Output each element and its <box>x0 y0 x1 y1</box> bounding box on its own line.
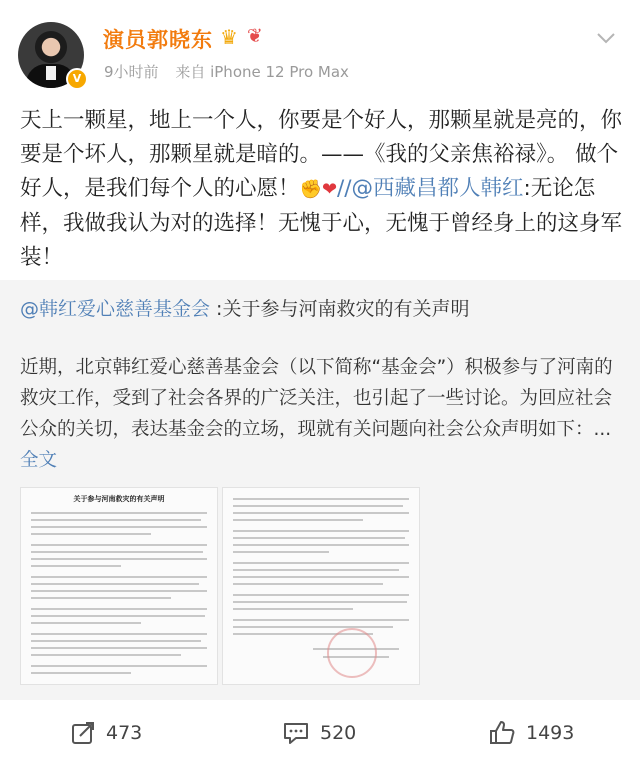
comment-button[interactable] <box>282 718 356 748</box>
statement-image-2[interactable] <box>222 487 420 685</box>
ribbon-icon: ❦ <box>247 25 263 47</box>
mention-hanhong[interactable]: @西藏昌都人韩红 <box>351 176 524 201</box>
fist-emoji-icon: ✊ <box>299 179 322 200</box>
post-text-part1: 天上一颗星，地上一个人，你要是个好人，那颗星就是亮的，你要是个坏人，那颗星就是暗的。——《我的父亲焦裕禄》。 做个好人，是我们每个人的心愿！ <box>20 108 623 201</box>
post-meta <box>104 61 361 82</box>
post-text <box>20 104 624 275</box>
like-count: 1493 <box>526 722 575 744</box>
avatar-shirt <box>46 66 56 80</box>
comment-icon <box>282 720 310 746</box>
like-button[interactable] <box>488 718 574 748</box>
chevron-down-icon[interactable] <box>596 28 616 48</box>
repost-title: :关于参与河南救灾的有关声明 <box>210 298 470 320</box>
crown-icon: ♛ <box>220 25 238 49</box>
share-icon <box>70 720 96 746</box>
post-text-part2: :无论怎样，我做我认为对的选择！无愧于心，无愧于曾经身上的这身军装！ <box>20 176 623 270</box>
repost-separator: // <box>337 176 352 201</box>
action-bar <box>0 702 640 766</box>
repost-body <box>20 352 620 476</box>
doc-title: 关于参与河南救灾的有关声明 <box>73 495 165 503</box>
red-seal-icon <box>327 628 377 678</box>
post-source: 来自 iPhone 12 Pro Max <box>175 63 349 81</box>
thumbs-up-icon <box>488 719 516 747</box>
repost-header <box>20 294 469 321</box>
username[interactable]: 演员郭晓东 <box>103 28 213 52</box>
repost-body-text: 近期，北京韩红爱心慈善基金会（以下简称“基金会”）积极参与了河南的救灾工作，受到了社会各界的广泛关注，也引起了一些讨论。为回应社会公众的关切，表达基金会的立场，现就有关问题向社会公众声明如下：... <box>20 357 613 440</box>
repost-count: 473 <box>106 722 143 744</box>
repost-button[interactable] <box>70 718 142 748</box>
post-time: 9小时前 <box>104 63 159 81</box>
post-header <box>0 0 640 98</box>
verified-badge-icon: V <box>66 68 88 90</box>
comment-count: 520 <box>320 722 357 744</box>
heart-emoji-icon: ❤ <box>321 179 338 200</box>
mention-foundation[interactable]: @韩红爱心慈善基金会 <box>20 298 211 320</box>
statement-image-1[interactable] <box>20 487 218 685</box>
read-full-link[interactable]: 全文 <box>20 450 58 471</box>
